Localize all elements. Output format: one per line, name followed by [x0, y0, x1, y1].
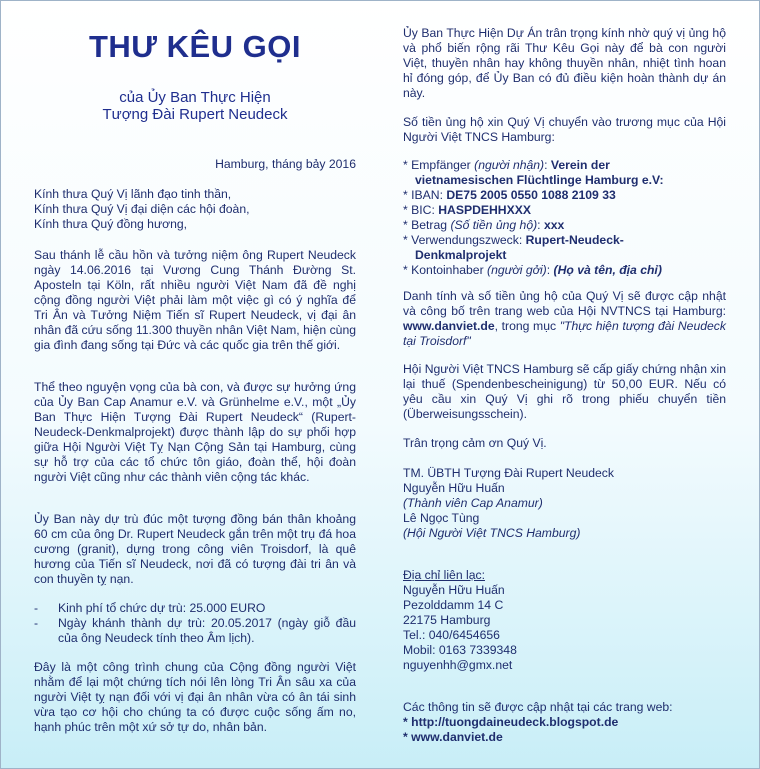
bullet-list [34, 601, 356, 646]
bank-purpose-cont: Denkmalprojekt [415, 248, 507, 262]
contact-city: 22175 Hamburg [403, 613, 491, 627]
field-label: * Verwendungszweck: [403, 233, 526, 247]
updates-block [403, 700, 743, 745]
bank-purpose [403, 233, 726, 248]
bullet-text: Ngày khánh thành dự trù: 20.05.2017 (ngày giỗ đầu của ông Neudeck tính theo Âm lịch). [58, 616, 356, 645]
field-note: (Số tiền ủng hộ) [450, 218, 538, 232]
field-value: Rupert-Neudeck- [525, 233, 624, 247]
contact-tel: Tel.: 040/6454656 [403, 628, 500, 642]
contact-mobil: Mobil: 0163 7339348 [403, 643, 517, 657]
field-value: (Họ và tên, địa chỉ) [553, 263, 662, 277]
paragraph-1: Sau thánh lễ cầu hồn và tưởng niệm ông Rupert Neudeck ngày 14.06.2016 tại Vương Cung Thánh Đường St. Aposteln tại Köln, rất nhiều người Việt Nam đã đề nghị cộng đồng người Việt phải làm một việc gì có ý nghĩa để Tri Ân và Tưởng Niệm Tiến sĩ Rupert Neudeck, vị đại ân nhân đã cứu sống 11.300 thuyền nhân Việt Nam, hiện cùng gia đình đang sống tại Đức và các quốc gia trên thế giới. [34, 248, 356, 352]
thanks: Trân trọng cảm ơn Quý Vị. [403, 436, 547, 450]
field-note: (người nhận) [474, 158, 545, 172]
field-colon: : [537, 218, 544, 232]
page-title: THƯ KÊU GỌI [88, 29, 302, 64]
field-value: DE75 2005 0550 1088 2109 33 [446, 188, 616, 202]
list-item [34, 601, 356, 616]
signature-block [403, 466, 726, 541]
subtitle-line-2: Tượng Đài Rupert Neudeck [102, 106, 288, 123]
bank-details [403, 158, 726, 278]
field-colon: : [544, 158, 551, 172]
paragraph-2: Thể theo nguyện vọng của bà con, và được sự hưởng ứng của Ủy Ban Cap Anamur e.V. và Grünhelme e.V., một „Ủy Ban Thực Hiện Tượng Đài Rupert Neudeck“ (Rupert-Neudeck-Denkmalprojekt) được thành lập do sự phối hợp giữa Hội Người Việt Tỵ Nạn Cộng Sản tại Hamburg, cùng sự hỗ trợ của các tổ chức tôn giáo, đoàn thể, hội đoàn người Việt cũng như các thành viên cộng tác khác. [34, 380, 356, 484]
dash-mark: - [34, 616, 39, 630]
contact-name: Nguyễn Hữu Huấn [403, 583, 505, 597]
subtitle [34, 89, 356, 123]
field-label: * IBAN: [403, 188, 447, 202]
greeting-line: Kính thưa Quý Vị lãnh đạo tinh thần, [34, 187, 232, 201]
field-value: Verein der [550, 158, 610, 172]
field-value: HASPDEHHXXX [438, 203, 531, 217]
updates-text: Các thông tin sẽ được cập nhật tại các trang web: [403, 700, 673, 714]
website-link[interactable]: * www.danviet.de [403, 730, 503, 744]
right-paragraph-4: Hội Người Việt TNCS Hamburg sẽ cấp giấy chứng nhận xin lại thuế (Spendenbescheinigung) từ 50,00 EUR. Nếu có yêu cầu xin Quý Vị ghi rõ trong phiếu chuyển tiền (Überweisungsschein). [403, 362, 726, 421]
field-colon: : [546, 263, 554, 277]
right-paragraph-1: Ủy Ban Thực Hiện Dự Án trân trọng kính nhờ quý vị ủng hộ và phổ biến rộng rãi Thư Kêu Gọi này để bà con người Việt, thuyền nhân hay không thuyền nhân, nhiệt tình hoan hỉ đóng góp, để Ủy Ban có đủ điều kiện hoàn thành dự án này. [403, 26, 726, 100]
contact-email[interactable]: nguyenhh@gmx.net [403, 658, 513, 672]
bank-iban [403, 188, 726, 203]
field-label: * Kontoinhaber [403, 263, 488, 277]
website-link[interactable]: www.danviet.de [403, 319, 495, 333]
contact-heading: Địa chỉ liên lạc: [403, 568, 485, 582]
sign-name: Lê Ngọc Tùng [403, 511, 480, 525]
bank-bic [403, 203, 726, 218]
field-label: * Betrag [403, 218, 451, 232]
paragraph-3: Ủy Ban này dự trù đúc một tượng đồng bán thân khoảng 60 cm của ông Dr. Rupert Neudeck gắn trên một trụ đá hoa cương (granit), dựng trong công viên Troisdorf, là quê hương của Tiến sĩ Neudeck, nơi đã có tượng đài tri ân và con thuyền tỵ nạn. [34, 512, 356, 586]
contact-block [403, 568, 726, 673]
bank-account-holder [403, 263, 726, 278]
right-paragraph-3 [403, 289, 726, 349]
list-item [34, 616, 356, 646]
sign-role: (Thành viên Cap Anamur) [403, 496, 543, 510]
text-span: Danh tính và số tiền ủng hộ của Quý Vị sẽ được cập nhật và công bố trên trang web của Hội NVTNCS tại Hamburg: [403, 289, 726, 318]
bullet-text: Kinh phí tổ chức dự trù: 25.000 EURO [58, 601, 266, 615]
bank-recipient-cont: vietnamesischen Flüchtlinge Hamburg e.V: [415, 173, 664, 187]
paragraph-4: Đây là một công trình chung của Cộng đồng người Việt nhằm để lại một chứng tích nói lên lòng Tri Ân sâu xa của người Việt tỵ nạn đối với vị đại ân nhân vừa có ân tái sinh vừa tạo cơ hội cho chúng ta có được cuộc sống ấm no, hạnh phúc trên một xứ sở tự do, nhân bản. [34, 660, 356, 734]
field-label: * BIC: [403, 203, 439, 217]
right-paragraph-2: Số tiền ủng hộ xin Quý Vị chuyển vào trương mục của Hội Người Việt TNCS Hamburg: [403, 115, 726, 144]
bank-amount [403, 218, 726, 233]
letter-date: Hamburg, tháng bảy 2016 [215, 157, 356, 171]
website-link[interactable]: * http://tuongdaineudeck.blogspot.de [403, 715, 619, 729]
field-label: * Empfänger [403, 158, 475, 172]
sign-line: TM. ÜBTH Tượng Đài Rupert Neudeck [403, 466, 614, 480]
contact-street: Pezolddamm 14 C [403, 598, 504, 612]
field-value: xxx [543, 218, 565, 232]
subtitle-line-1: của Ủy Ban Thực Hiện [119, 89, 271, 106]
sign-name: Nguyễn Hữu Huấn [403, 481, 505, 495]
section-name: "Thực hiện tượng đài Neudeck tại Troisdorf" [403, 319, 726, 348]
bank-recipient [403, 158, 726, 173]
greeting-line: Kính thưa Quý đồng hương, [34, 217, 188, 231]
greeting-line: Kính thưa Quý Vị đại diện các hội đoàn, [34, 202, 250, 216]
dash-mark: - [34, 601, 39, 615]
greetings [34, 187, 356, 232]
field-note: (người gởi) [487, 263, 547, 277]
text-span: , trong mục [494, 319, 560, 333]
sign-role: (Hội Người Việt TNCS Hamburg) [403, 526, 581, 540]
